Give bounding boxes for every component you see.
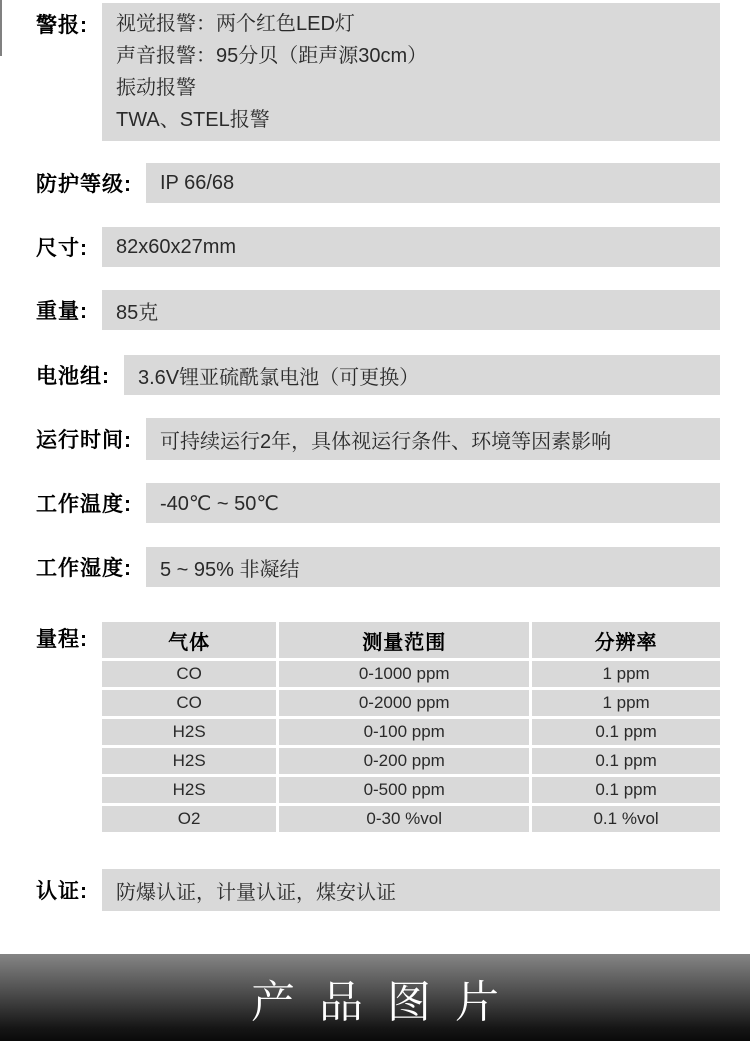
cell-range: 0-100 ppm xyxy=(279,719,529,745)
table-row xyxy=(102,690,720,716)
table-row xyxy=(102,777,720,803)
spec-value-certification xyxy=(102,869,720,911)
spec-value-text: 85克 xyxy=(116,301,159,324)
column-header-gas: 气体 xyxy=(102,622,276,658)
spec-row-dimensions xyxy=(36,227,720,267)
cell-range: 0-2000 ppm xyxy=(279,690,529,716)
screen-edge-artifact xyxy=(0,0,2,56)
spec-label-battery: 电池组: xyxy=(36,365,110,388)
cell-gas: O2 xyxy=(102,806,276,832)
cell-range: 0-1000 ppm xyxy=(279,661,529,687)
spec-row-certification xyxy=(36,869,720,911)
spec-value-alarm xyxy=(102,3,720,141)
measuring-range-table xyxy=(102,622,720,835)
spec-label-weight: 重量: xyxy=(36,300,88,323)
spec-value-operating-temperature xyxy=(146,483,720,523)
spec-row-alarm xyxy=(36,3,720,141)
spec-label-runtime: 运行时间: xyxy=(36,429,132,452)
alarm-audio-line: 声音报警：95分贝（距声源30cm） xyxy=(116,45,428,67)
spec-label-protection-rating: 防护等级: xyxy=(36,173,132,196)
table-row xyxy=(102,719,720,745)
cell-gas: CO xyxy=(102,661,276,687)
product-images-banner xyxy=(0,954,750,1041)
spec-row-weight xyxy=(36,290,720,330)
spec-value-text: 可持续运行2年，具体视运行条件、环境等因素影响 xyxy=(160,430,612,453)
table-row xyxy=(102,661,720,687)
alarm-twa-stel-line: TWA、STEL报警 xyxy=(116,109,270,131)
cell-resolution: 0.1 ppm xyxy=(532,719,720,745)
alarm-vibration-line: 振动报警 xyxy=(116,77,196,99)
spec-value-text: 防爆认证，计量认证，煤安认证 xyxy=(116,881,396,904)
column-header-resolution: 分辨率 xyxy=(532,622,720,658)
table-row xyxy=(102,806,720,832)
spec-label-measuring-range: 量程: xyxy=(36,628,88,651)
spec-row-runtime xyxy=(36,418,720,460)
spec-value-text: 3.6V锂亚硫酰氯电池（可更换） xyxy=(138,366,420,389)
spec-label-dimensions: 尺寸: xyxy=(36,237,88,260)
spec-value-text: IP 66/68 xyxy=(160,171,235,194)
spec-label-operating-temperature: 工作温度: xyxy=(36,493,132,516)
spec-row-measuring-range xyxy=(36,622,720,835)
table-header-row xyxy=(102,622,720,658)
spec-value-runtime xyxy=(146,418,720,460)
cell-resolution: 1 ppm xyxy=(532,661,720,687)
spec-row-protection-rating xyxy=(36,163,720,203)
cell-range: 0-30 %vol xyxy=(279,806,529,832)
spec-value-weight xyxy=(102,290,720,330)
spec-value-dimensions xyxy=(102,227,720,267)
spec-value-text: 82x60x27mm xyxy=(116,235,237,258)
spec-value-text: -40℃ ~ 50℃ xyxy=(160,492,279,515)
cell-resolution: 1 ppm xyxy=(532,690,720,716)
spec-label-operating-humidity: 工作湿度: xyxy=(36,557,132,580)
spec-label-alarm: 警报: xyxy=(36,14,88,37)
alarm-visual-line: 视觉报警：两个红色LED灯 xyxy=(116,13,355,35)
cell-resolution: 0.1 %vol xyxy=(532,806,720,832)
table-row xyxy=(102,748,720,774)
spec-label-certification: 认证: xyxy=(36,880,88,903)
cell-resolution: 0.1 ppm xyxy=(532,748,720,774)
column-header-range: 测量范围 xyxy=(279,622,529,658)
banner-title: 产品图片 xyxy=(251,977,523,1027)
cell-gas: H2S xyxy=(102,777,276,803)
spec-value-operating-humidity xyxy=(146,547,720,587)
cell-resolution: 0.1 ppm xyxy=(532,777,720,803)
cell-gas: H2S xyxy=(102,748,276,774)
spec-value-protection-rating xyxy=(146,163,720,203)
spec-value-battery xyxy=(124,355,720,395)
spec-value-text: 5 ~ 95% 非凝结 xyxy=(160,558,300,581)
cell-range: 0-500 ppm xyxy=(279,777,529,803)
spec-row-battery xyxy=(36,355,720,395)
cell-gas: H2S xyxy=(102,719,276,745)
spec-row-operating-humidity xyxy=(36,547,720,587)
spec-row-operating-temperature xyxy=(36,483,720,523)
cell-gas: CO xyxy=(102,690,276,716)
cell-range: 0-200 ppm xyxy=(279,748,529,774)
